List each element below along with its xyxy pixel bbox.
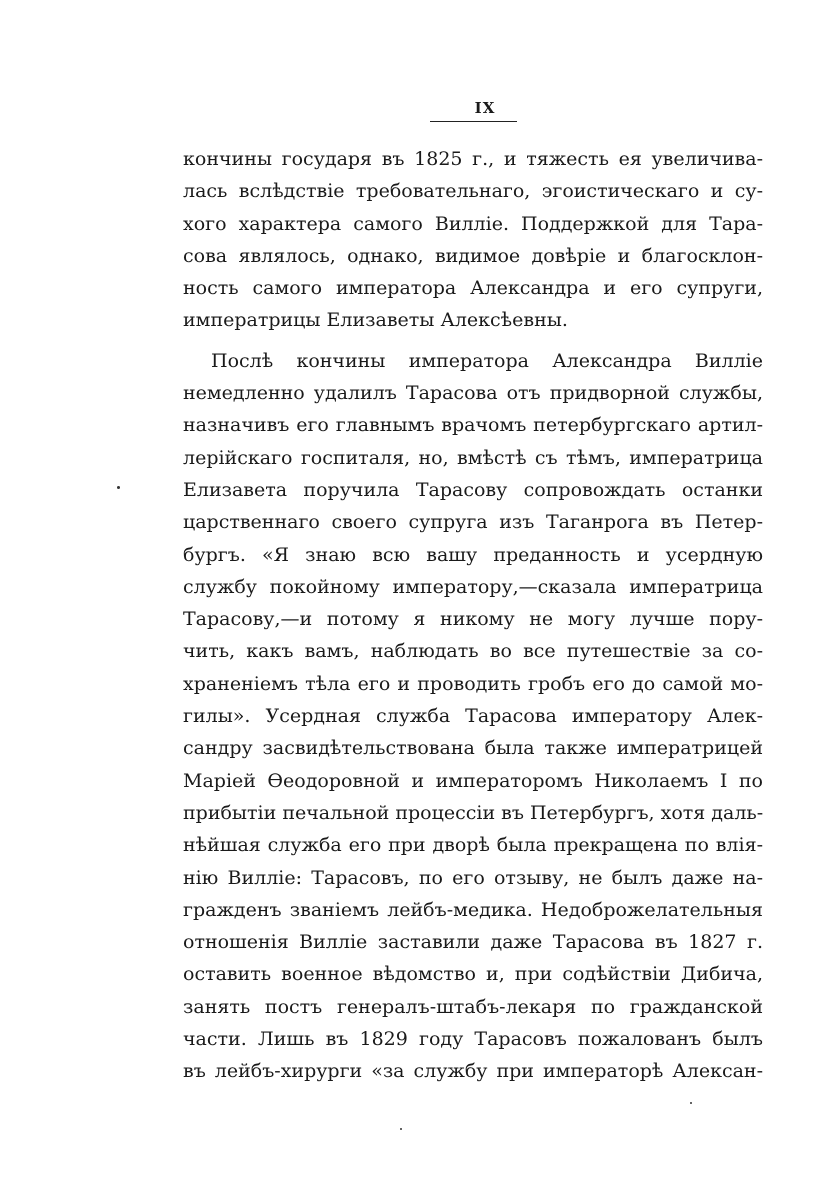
text-line: кончины государя въ 1825 г., и тяжесть ея увеличива- (183, 148, 763, 170)
text-line: части. Лишь въ 1829 году Тарасовъ пожалованъ былъ (183, 1028, 763, 1051)
text-line: нію Виллiе: Тарасовъ, по его отзыву, не былъ даже на- (183, 866, 763, 889)
text-line: хого характера самого Вилліе. Поддержкой для Тара- (183, 212, 763, 235)
text-line: сова являлось, однако, видимое довѣріе и благосклон- (183, 244, 763, 267)
text-line: Послѣ кончины императора Александра Виллiе (211, 349, 763, 372)
text-line: лась вслѣдствіе требовательнаго, эгоистическаго и су- (183, 180, 763, 203)
text-line: оставить военное вѣдомство и, при содѣйствіи Дибича, (183, 963, 763, 986)
text-line: прибытіи печальной процессіи въ Петербургъ, хотя даль- (183, 801, 764, 824)
text-line: немедленно удалилъ Тарасова отъ придворной службы, (183, 382, 763, 405)
paragraph-1 (183, 143, 763, 337)
header-rule (430, 121, 517, 122)
text-line: чить, какъ вамъ, наблюдать во все путешествіе за со- (183, 640, 763, 663)
text-line: Тарасову,—и потому я никому не могу лучше пору- (183, 608, 763, 631)
print-speck (400, 1128, 402, 1130)
text-line: храненіемъ тѣла его и проводить гробъ его до самой мо- (183, 672, 763, 695)
text-line: гилы». Усердная служба Тарасова императору Алек- (183, 705, 763, 728)
text-line: лерійскаго госпиталя, но, вмѣстѣ съ тѣмъ, императрица (183, 446, 763, 469)
text-line: отношенія Виллiе заставили даже Тарасова въ 1827 г. (183, 931, 763, 954)
text-line: службу покойному императору,—сказала императрица (183, 575, 763, 598)
text-line: царственнаго своего супруга изъ Таганрога въ Петер- (183, 511, 763, 534)
text-line: Маріей Ѳеодоровной и императоромъ Николаемъ I по (183, 769, 763, 792)
text-line: ность самого императора Александра и его супруги, (183, 277, 763, 300)
print-speck (690, 1102, 692, 1104)
text-line: Елизавета поручила Тарасову сопровождать останки (183, 478, 763, 501)
page-number: IX (474, 99, 496, 117)
text-line: въ лейбъ-хирурги «за службу при императорѣ Алексан- (183, 1060, 763, 1083)
text-line: сандру засвидѣтельствована была также императрицей (183, 737, 763, 760)
paragraph-2 (183, 345, 763, 1088)
text-line: занять постъ генералъ-штабъ-лекаря по гражданской (183, 995, 763, 1018)
text-block (183, 143, 763, 1088)
text-line: назначивъ его главнымъ врачомъ петербургскаго артил- (183, 414, 763, 437)
text-line: нѣйшая служба его при дворѣ была прекращена по влія- (183, 834, 763, 857)
text-line: императрицы Елизаветы Алексѣевны. (183, 309, 568, 332)
text-line: гражденъ званіемъ лейбъ-медика. Недоброжелательныя (183, 898, 763, 921)
text-line: бургъ. «Я знаю всю вашу преданность и усердную (183, 543, 763, 566)
print-speck (117, 486, 120, 489)
